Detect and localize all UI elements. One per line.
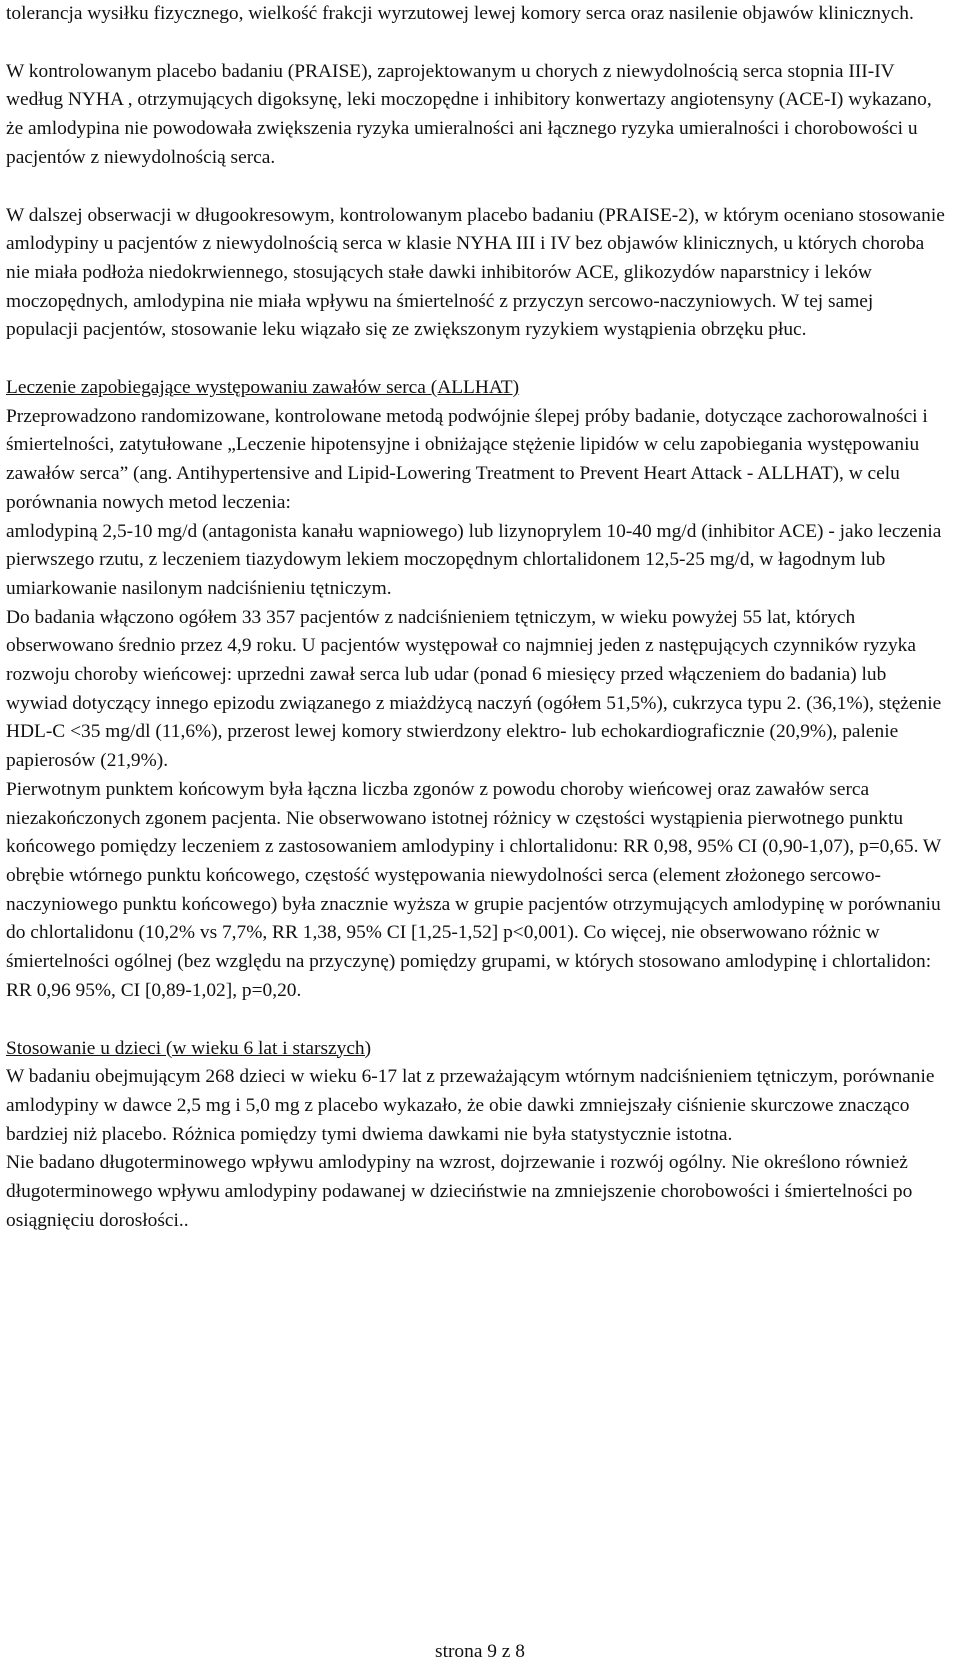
- document-body: [6, 0, 950, 1235]
- paragraph-spacer: [6, 173, 950, 202]
- paragraph-spacer: [6, 1006, 950, 1035]
- section-heading-children: Stosowanie u dzieci (w wieku 6 lat i starszych): [6, 1037, 372, 1059]
- paragraph-intro: tolerancja wysiłku fizycznego, wielkość frakcji wyrzutowej lewej komory serca oraz nasilenie objawów klinicznych.: [6, 3, 914, 24]
- paragraph-allhat-4: Pierwotnym punktem końcowym była łączna liczba zgonów z powodu choroby wieńcowej oraz zawałów serca niezakończonych zgonem pacjenta. Nie obserwowano istotnej różnicy w częstości wystąpienia pierwotnego punktu końcowego pomiędzy leczeniem z zastosowaniem amlodypiny i chlortalidonu: RR 0,98, 95% CI (0,90-1,07), p=0,65. W obrębie wtórnego punktu końcowego, częstość występowania niewydolności serca (element złożonego sercowo-naczyniowego punktu końcowego) była znacznie wyższa w grupie pacjentów otrzymujących amlodypinę w porównaniu do chlortalidonu (10,2% vs 7,7%, RR 1,38, 95% CI [1,25-1,52] p<0,001). Co więcej, nie obserwowano różnic w śmiertelności ogólnej (bez względu na przyczynę) pomiędzy grupami, w których stosowano amlodypinę i chlortalidon: RR 0,96 95%, CI [0,89-1,02], p=0,20.: [6, 778, 941, 1001]
- paragraph-praise-2: W dalszej obserwacji w długookresowym, kontrolowanym placebo badaniu (PRAISE-2), w którym oceniano stosowanie amlodypiny u pacjentów z niewydolnością serca w klasie NYHA III i IV bez objawów klinicznych, u których choroba nie miała podłoża niedokrwiennego, stosujących stałe dawki inhibitorów ACE, glikozydów naparstnicy i leków moczopędnych, amlodypina nie miała wpływu na śmiertelność z przyczyn sercowo-naczyniowych. W tej samej populacji pacjentów, stosowanie leku wiązało się ze zwiększonym ryzykiem wystąpienia obrzęku płuc.: [6, 204, 945, 341]
- paragraph-spacer: [6, 29, 950, 58]
- paragraph-allhat-1: Przeprowadzono randomizowane, kontrolowane metodą podwójnie ślepej próby badanie, dotyczące zachorowalności i śmiertelności, zatytułowane „Leczenie hipotensyjne i obniżające stężenie lipidów w celu zapobiegania występowaniu zawałów serca” (ang. Antihypertensive and Lipid-Lowering Treatment to Prevent Heart Attack - ALLHAT), w celu porównania nowych metod leczenia:: [6, 405, 928, 513]
- paragraph-children-1: W badaniu obejmującym 268 dzieci w wieku 6-17 lat z przeważającym wtórnym nadciśnieniem tętniczym, porównanie amlodypiny w dawce 2,5 mg i 5,0 mg z placebo wykazało, że obie dawki zmniejszały ciśnienie skurczowe znacząco bardziej niż placebo. Różnica pomiędzy tymi dwiema dawkami nie była statystycznie istotna.: [6, 1066, 935, 1145]
- paragraph-praise: W kontrolowanym placebo badaniu (PRAISE), zaprojektowanym u chorych z niewydolnością serca stopnia III-IV według NYHA , otrzymujących digoksynę, leki moczopędne i inhibitory konwertazy angiotensyny (ACE-I) wykazano, że amlodypina nie powodowała zwiększenia ryzyka umieralności ani łącznego ryzyka umieralności i chorobowości u pacjentów z niewydolnością serca.: [6, 60, 932, 168]
- section-heading-allhat: Leczenie zapobiegające występowaniu zawałów serca (ALLHAT): [6, 377, 520, 399]
- paragraph-allhat-2: amlodypiną 2,5-10 mg/d (antagonista kanału wapniowego) lub lizynoprylem 10-40 mg/d (inhibitor ACE) - jako leczenia pierwszego rzutu, z leczeniem tiazydowym lekiem moczopędnym chlortalidonem 12,5-25 mg/d, w łagodnym lub umiarkowanie nasilonym nadciśnieniu tętniczym.: [6, 520, 942, 599]
- paragraph-spacer: [6, 345, 950, 374]
- page-footer: strona 9 z 8: [435, 1641, 525, 1662]
- paragraph-children-2: Nie badano długoterminowego wpływu amlodypiny na wzrost, dojrzewanie i rozwój ogólny. Nie określono również długoterminowego wpływu amlodypiny podawanej w dzieciństwie na zmniejszenie chorobowości i śmiertelności po osiągnięciu dorosłości..: [6, 1152, 913, 1231]
- paragraph-allhat-3: Do badania włączono ogółem 33 357 pacjentów z nadciśnieniem tętniczym, w wieku powyżej 55 lat, których obserwowano średnio przez 4,9 roku. U pacjentów występował co najmniej jeden z następujących czynników ryzyka rozwoju choroby wieńcowej: uprzedni zawał serca lub udar (ponad 6 miesięcy przed włączeniem do badania) lub wywiad dotyczący innego epizodu związanego z miażdżycą naczyń (ogółem 51,5%), cukrzyca typu 2. (36,1%), stężenie HDL-C <35 mg/dl (11,6%), przerost lewej komory stwierdzony elektro- lub echokardiograficznie (20,9%), palenie papierosów (21,9%).: [6, 606, 942, 772]
